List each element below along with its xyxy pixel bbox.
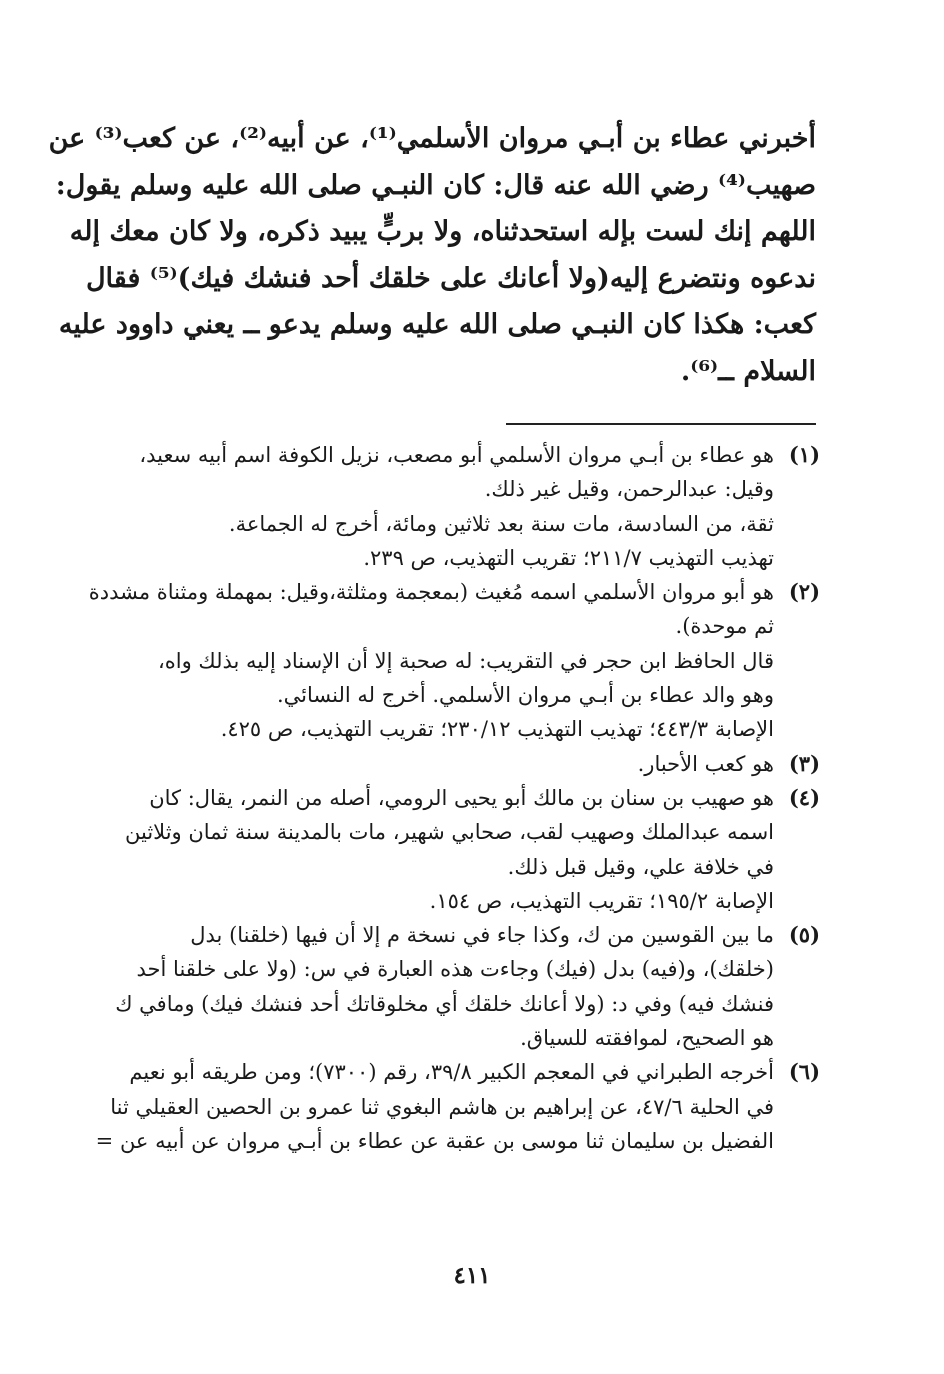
footnote-line: تهذيب التهذيب ٢١١/٧؛ تقريب التهذيب، ص ٢٣٩. bbox=[363, 545, 774, 570]
footnote-number: (٢) bbox=[788, 579, 820, 605]
footnote-2 bbox=[88, 575, 820, 746]
footnote-1 bbox=[128, 438, 820, 575]
main-text-line: اللهم إنك لست بإله استحدثناه، ولا بربٍّ يبيد ذكره، ولا كان معك إله bbox=[69, 216, 816, 247]
main-text-line: ندعوه ونتضرع إليه(ولا أعانك على خلقك أحد فنشك فيك)⁽⁵⁾ فقال bbox=[85, 262, 816, 294]
footnote-divider bbox=[506, 423, 816, 425]
footnote-3 bbox=[128, 747, 820, 781]
footnote-number: (٥) bbox=[788, 922, 820, 948]
footnote-line: وهو والد عطاء بن أبـي مروان الأسلمي. أخرج له النسائي. bbox=[277, 683, 774, 708]
footnote-line: هو عطاء بن أبـي مروان الأسلمي أبو مصعب، نزيل الكوفة اسم أبيه سعيد، bbox=[139, 443, 774, 467]
footnote-line: وقيل: عبدالرحمن، وقيل غير ذلك. bbox=[484, 477, 774, 502]
page-number: ٤١١ bbox=[453, 1262, 491, 1289]
footnote-line: قال الحافظ ابن حجر في التقريب: له صحبة إلا أن الإسناد إليه بذلك واه، bbox=[157, 648, 774, 673]
footnote-line: ثم موحدة). bbox=[675, 614, 774, 639]
main-text-line: أخبرني عطاء بن أبـي مروان الأسلمي⁽¹⁾، عن أبيه⁽²⁾، عن كعب⁽³⁾ عن bbox=[48, 123, 816, 154]
footnote-number: (٦) bbox=[788, 1059, 820, 1085]
footnote-line: هو كعب الأحبار. bbox=[637, 751, 774, 776]
footnote-6 bbox=[95, 1055, 820, 1158]
footnote-5 bbox=[115, 918, 820, 1055]
footnote-line: هو صهيب بن سنان بن مالك أبو يحيى الرومي، أصله من النمر، يقال: كان bbox=[149, 785, 774, 810]
footnote-line: ما بين القوسين من ك، وكذا جاء في نسخة م إلا أن فيها (خلقنا) بدل bbox=[190, 923, 774, 948]
main-text-line: كعب: هكذا كان النبـي صلى الله عليه وسلم يدعو ــ يعني داوود عليه bbox=[58, 309, 816, 340]
footnote-line: أخرجه الطبراني في المعجم الكبير ٣٩/٨، رقم (٧٣٠٠)؛ ومن طريقه أبو نعيم bbox=[129, 1060, 774, 1085]
footnote-line: (خلقك)، و(فيه) بدل (فيك) وجاءت هذه العبارة في س: (ولا على خلقنا أحد bbox=[136, 957, 774, 982]
footnote-line: الفضيل بن سليمان ثنا موسى بن عقبة عن عطاء بن أبـي مروان عن أبيه عن = bbox=[95, 1128, 774, 1153]
main-text-line: السلام ــ⁽⁶⁾. bbox=[680, 355, 816, 387]
footnotes bbox=[88, 438, 820, 1158]
footnote-line: الإصابة ٤٤٣/٣؛ تهذيب التهذيب ٢٣٠/١٢؛ تقريب التهذيب، ص ٤٢٥. bbox=[220, 717, 774, 742]
footnote-line: في الحلية ٤٧/٦، عن إبراهيم بن هاشم البغوي ثنا عمرو بن الحصين العقيلي ثنا bbox=[110, 1094, 774, 1119]
footnote-number: (٤) bbox=[788, 784, 820, 810]
main-text-line: صهيب⁽⁴⁾ رضي الله عنه قال: كان النبـي صلى الله عليه وسلم يقول: bbox=[55, 169, 816, 201]
footnote-line: ثقة، من السادسة، مات سنة بعد ثلاثين ومائة، أخرج له الجماعة. bbox=[228, 511, 774, 536]
footnote-line: في خلافة علي، وقيل قبل ذلك. bbox=[507, 854, 774, 879]
footnote-line: الإصابة ١٩٥/٢؛ تقريب التهذيب، ص ١٥٤. bbox=[429, 888, 774, 913]
footnote-line: هو أبو مروان الأسلمي اسمه مُغيث (بمعجمة ومثلثة،وقيل: بمهملة ومثناة مشددة bbox=[88, 580, 774, 605]
footnote-line: هو الصحيح، لموافقته للسياق. bbox=[520, 1026, 774, 1051]
footnote-4 bbox=[125, 781, 820, 918]
footnote-line: فنشك فيه) وفي د: (ولا أعانك خلقك أي مخلوقاتك أحد فنشك فيك) ومافي ك bbox=[115, 991, 774, 1016]
footnote-number: (٣) bbox=[788, 750, 820, 776]
footnote-line: اسمه عبدالملك وصهيب لقب، صحابي شهير، مات بالمدينة سنة ثمان وثلاثين bbox=[125, 820, 774, 845]
main-text bbox=[48, 116, 816, 395]
footnote-number: (١) bbox=[788, 442, 820, 467]
